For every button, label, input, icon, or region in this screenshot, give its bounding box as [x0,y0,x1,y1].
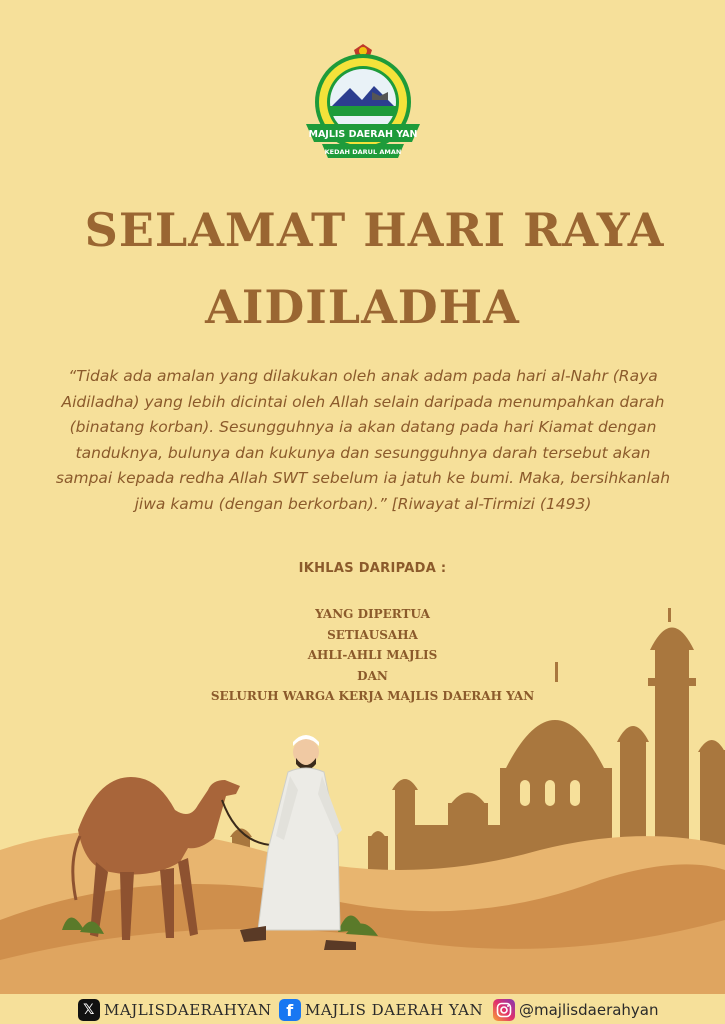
from-line: DAN [357,668,388,683]
title-line-1: SELAMAT HARI RAYA [84,203,665,257]
instagram-handle: @majlisdaerahyan [519,1001,659,1019]
from-line: SELURUH WARGA KERJA MAJLIS DAERAH YAN [210,689,535,703]
hadith-quote: “Tidak ada amalan yang dilakukan oleh anak adam pada hari al-Nahr (Raya Aidiladha) yang lebih dicintai oleh Allah selain daripada menumpahkan darah (binatang korban). Sesungguhnya ia akan datang pada hari Kiamat dengan tanduknya, bulunya dan kukunya dan sesungguhnya darah tersebut akan sampai kepada redha Allah SWT sebelum ia jatuh ke bumi. Maka, bersihkanlah jiwa kamu (dengan berkorban).” [Riwayat al-Tirmizi (1493) [55,367,671,513]
desert-scene [0,600,725,1000]
x-handle: MAJLISDAERAHYAN [104,1001,272,1019]
from-line: AHLI-AHLI MAJLIS [307,648,438,662]
from-line: YANG DIPERTUA [315,607,430,621]
x-logo-icon: 𝕏 [78,999,100,1021]
logo-org-name: MAJLIS DAERAH YAN [308,129,418,140]
logo-subtitle: KEDAH DARUL AMAN [324,148,402,156]
facebook-icon: f [279,999,301,1021]
council-logo [302,44,424,162]
facebook-link[interactable] [279,999,483,1021]
x-link[interactable] [78,999,272,1021]
instagram-icon [493,999,515,1021]
title-line-2: AIDILADHA [205,280,520,334]
from-heading: IKHLAS DARIPADA : [298,561,447,576]
from-line: SETIAUSAHA [327,627,418,642]
instagram-link[interactable] [493,999,659,1021]
facebook-handle: MAJLIS DAERAH YAN [305,1001,484,1019]
